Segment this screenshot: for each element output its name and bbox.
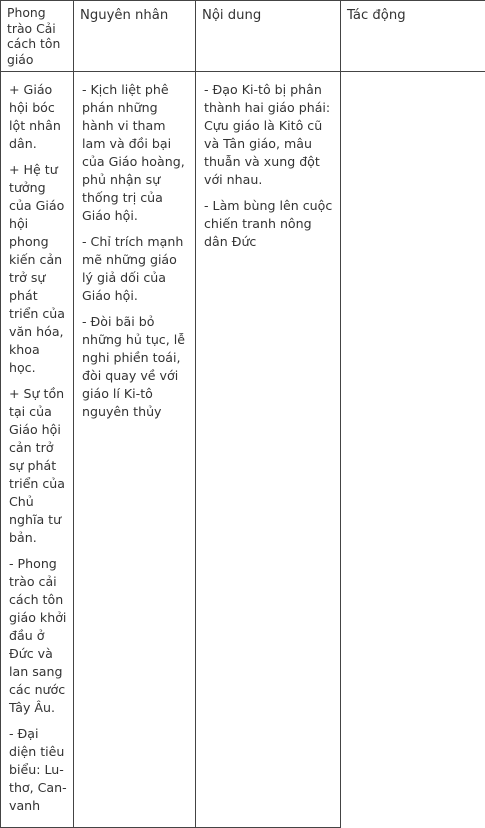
header-row	[1, 1, 485, 72]
cause-item: + Sự tồn tại của Giáo hội cản trở sự phát triển của Chủ nghĩa tư bản.	[9, 385, 69, 547]
header-impact: Tác động	[341, 1, 485, 72]
body-row	[1, 72, 485, 828]
cause-item: - Phong trào cải cách tôn giáo khởi đầu ở Đức và lan sang các nước Tây Âu.	[9, 555, 69, 717]
header-content: Nội dung	[196, 1, 341, 72]
content-item: - Đòi bãi bỏ những hủ tục, lễ nghi phiền toái, đòi quay về với giáo lí Ki-tô nguyên thủy	[82, 313, 191, 421]
cause-item: - Đại diện tiêu biểu: Lu-thơ, Can-vanh	[9, 725, 69, 815]
content-item: - Kịch liệt phê phán những hành vi tham lam và đồi bại của Giáo hoàng, phủ nhận sự thống trị của Giáo hội.	[82, 81, 191, 225]
header-causes: Nguyên nhân	[74, 1, 196, 72]
content-item: - Chỉ trích mạnh mẽ những giáo lý giả dối của Giáo hội.	[82, 233, 191, 305]
content-cell	[74, 72, 196, 828]
header-reform-movement: Phong trào Cải cách tôn giáo	[1, 1, 74, 72]
impact-cell	[196, 72, 341, 828]
causes-cell	[1, 72, 74, 828]
cause-item: + Giáo hội bóc lột nhân dân.	[9, 81, 69, 153]
cause-item: + Hệ tư tưởng của Giáo hội phong kiến cản trở sự phát triển của văn hóa, khoa học.	[9, 161, 69, 377]
impact-item: - Đạo Ki-tô bị phân thành hai giáo phái: Cựu giáo là Kitô cũ và Tân giáo, mâu thuẫn và xung đột với nhau.	[204, 81, 336, 189]
impact-item: - Làm bùng lên cuộc chiến tranh nông dân Đức	[204, 197, 336, 251]
